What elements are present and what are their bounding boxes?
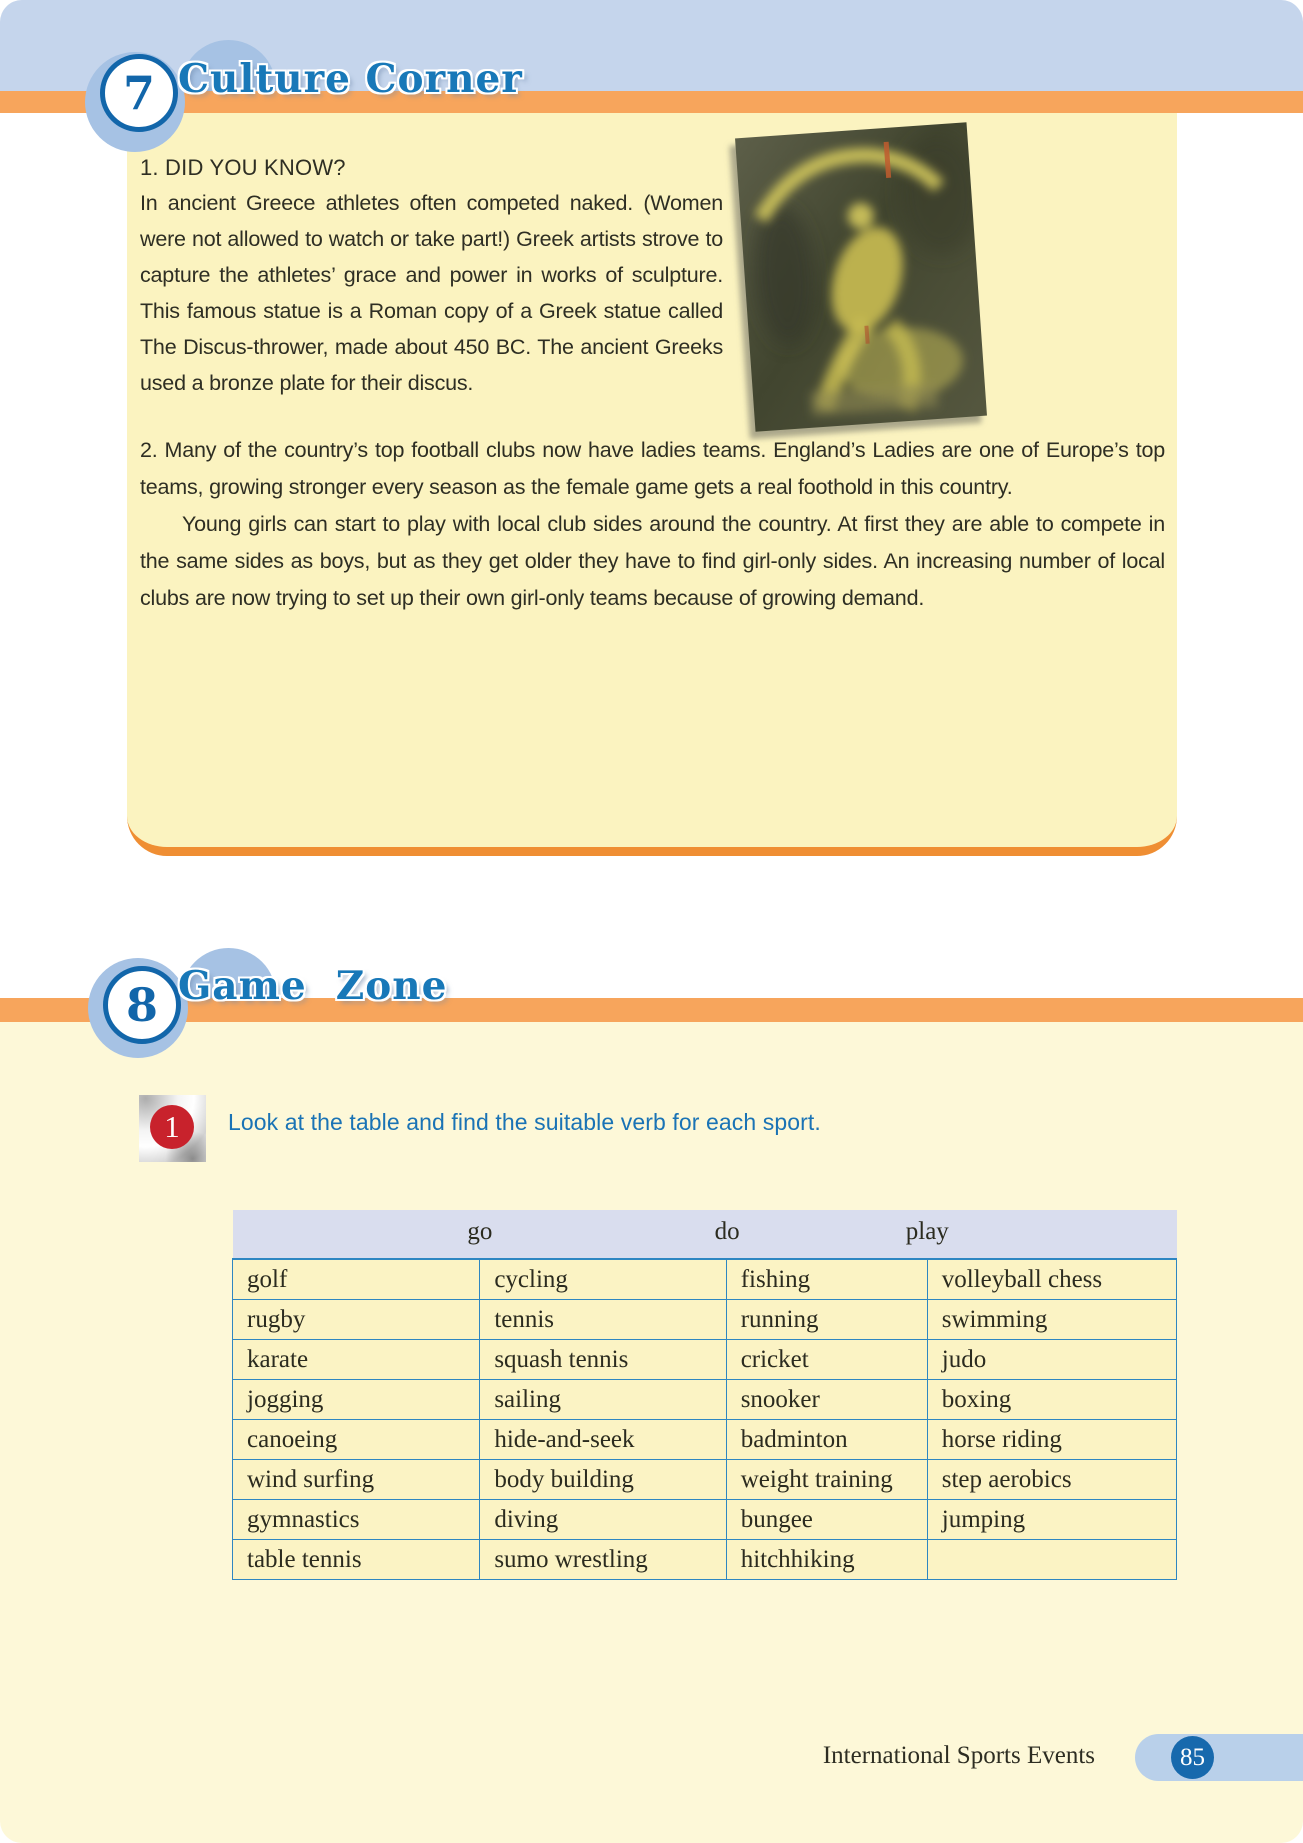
exercise-1-row: [139, 1095, 821, 1162]
table-cell: weight training: [726, 1460, 927, 1500]
section-title: Culture Corner: [178, 56, 523, 102]
table-cell: jumping: [927, 1500, 1176, 1540]
section-number-badge: 7: [100, 54, 178, 132]
discus-thrower-photo: [735, 122, 987, 431]
table-row: [233, 1540, 1177, 1580]
table-row: [233, 1300, 1177, 1340]
exercise-number: 1: [150, 1105, 194, 1149]
table-cell: boxing: [927, 1380, 1176, 1420]
table-cell: karate: [233, 1340, 480, 1380]
football-paragraph-2: Young girls can start to play with local club sides around the country. At first they are able to compete in the same sides as boys, but as they get older they have to find girl-only sides. An increasing number of local clubs are now trying to set up their own girl-only teams because of growing demand.: [140, 512, 1165, 610]
table-body: [233, 1259, 1177, 1580]
table-cell: golf: [233, 1259, 480, 1300]
table-row: [233, 1380, 1177, 1420]
table-header: [233, 1210, 1177, 1259]
table-cell: diving: [480, 1500, 726, 1540]
table-row: [233, 1340, 1177, 1380]
table-cell: running: [726, 1300, 927, 1340]
table-cell: step aerobics: [927, 1460, 1176, 1500]
table-cell: hide-and-seek: [480, 1420, 726, 1460]
photo-float: [745, 130, 1165, 426]
table-header-row: [233, 1210, 1177, 1259]
table-row: [233, 1420, 1177, 1460]
table-cell: wind surfing: [233, 1460, 480, 1500]
table-cell: rugby: [233, 1300, 480, 1340]
table-cell: canoeing: [233, 1420, 480, 1460]
table-cell: badminton: [726, 1420, 927, 1460]
header-play: play: [905, 1218, 949, 1245]
table-cell: horse riding: [927, 1420, 1176, 1460]
exercise-number-marker: [139, 1095, 206, 1162]
table-cell: snooker: [726, 1380, 927, 1420]
verb-table: [232, 1210, 1177, 1580]
table-cell: bungee: [726, 1500, 927, 1540]
table-cell: tennis: [480, 1300, 726, 1340]
page-number: 85: [1171, 1736, 1214, 1779]
section-number-badge: 8: [103, 966, 181, 1044]
culture-corner-panel: [127, 113, 1177, 856]
table-cell: swimming: [927, 1300, 1176, 1340]
discus-thrower-illustration: [735, 122, 987, 431]
page-number-pill: [1135, 1734, 1303, 1781]
table-cell: sumo wrestling: [480, 1540, 726, 1580]
table-row: [233, 1259, 1177, 1300]
table-cell: fishing: [726, 1259, 927, 1300]
table-cell: sailing: [480, 1380, 726, 1420]
table-cell: table tennis: [233, 1540, 480, 1580]
did-you-know-text: In ancient Greece athletes often competed naked. (Women were not allowed to watch or take part!) Greek artists strove to capture the athletes’ grace and power in works of sculpture. This famous statue is a Roman copy of a Greek statue called The Discus-thrower, made about 450 BC. The ancient Greeks used a bronze plate for their discus.: [140, 191, 723, 395]
table-cell: body building: [480, 1460, 726, 1500]
table-cell: [927, 1540, 1176, 1580]
table-cell: jogging: [233, 1380, 480, 1420]
header-go: go: [467, 1218, 493, 1245]
table-row: [233, 1460, 1177, 1500]
section-title: Game Zone: [178, 963, 448, 1009]
table-cell: judo: [927, 1340, 1176, 1380]
table-row: [233, 1500, 1177, 1540]
did-you-know-heading: 1. DID YOU KNOW?: [140, 155, 346, 180]
header-do: do: [714, 1218, 740, 1245]
footer-module-title: International Sports Events: [822, 1742, 1095, 1769]
table-cell: squash tennis: [480, 1340, 726, 1380]
did-you-know-paragraph: [140, 185, 1165, 401]
table-cell: gymnastics: [233, 1500, 480, 1540]
table-cell: cycling: [480, 1259, 726, 1300]
table-cell: cricket: [726, 1340, 927, 1380]
football-paragraph-1: 2. Many of the country’s top football clubs now have ladies teams. England’s Ladies are one of Europe’s top teams, growing stronger every season as the female game gets a real foothold in this country.: [140, 438, 1165, 499]
exercise-instruction: Look at the table and find the suitable verb for each sport.: [228, 1109, 821, 1135]
table-cell: volleyball chess: [927, 1259, 1176, 1300]
table-cell: hitchhiking: [726, 1540, 927, 1580]
